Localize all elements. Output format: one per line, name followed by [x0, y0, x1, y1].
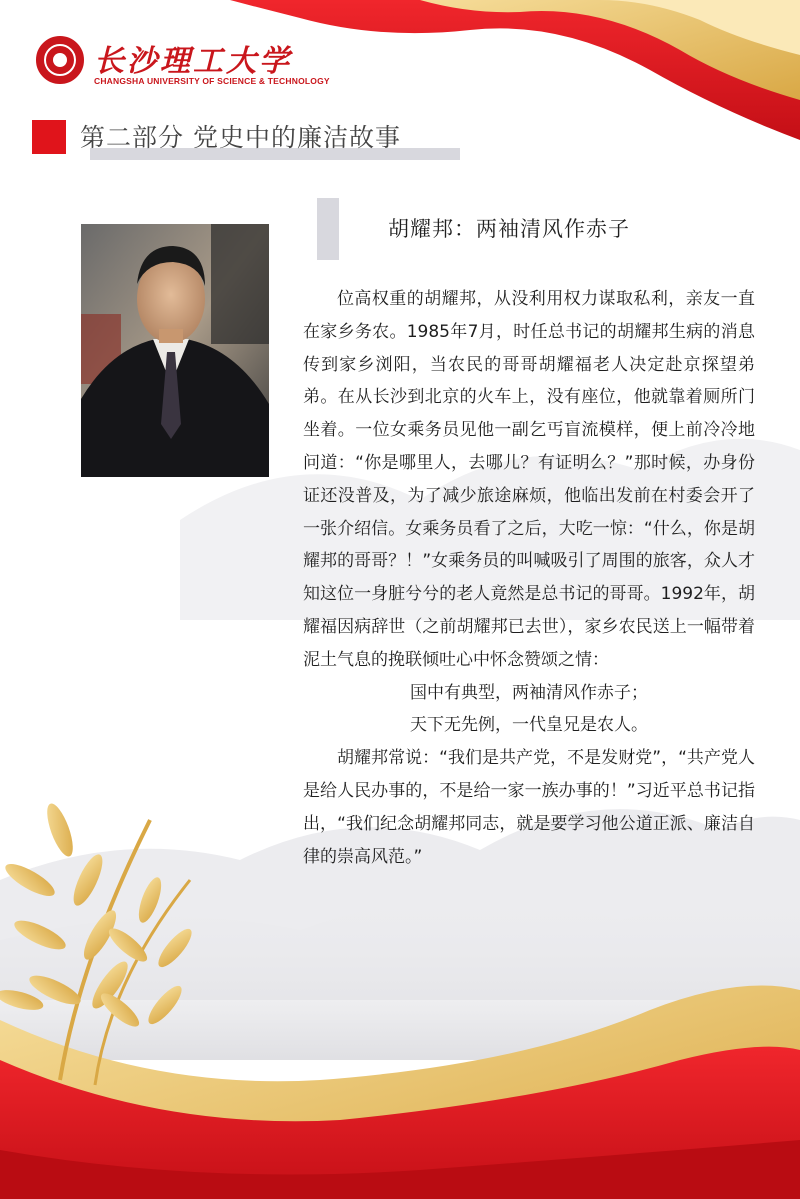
university-seal-icon [36, 36, 84, 84]
portrait-photo [81, 224, 269, 477]
logo-english-name: CHANGSHA UNIVERSITY OF SCIENCE & TECHNOLOGY [94, 76, 330, 86]
section-title: 第二部分 党史中的廉洁故事 [80, 123, 401, 152]
couplet-line-2: 天下无先例，一代皇兄是农人。 [410, 715, 648, 736]
section-header-marker [32, 120, 66, 154]
university-logo [36, 36, 330, 92]
article-closing-paragraph: 胡耀邦常说：“我们是共产党，不是发财党”，“共产党人是给人民办事的，不是给一家一族办事的！”习近平总书记指出，“我们纪念胡耀邦同志，就是要学习他公道正派、廉洁自律的崇高风范。” [303, 748, 755, 867]
article-paragraph: 位高权重的胡耀邦，从没利用权力谋取私利，亲友一直在家乡务农。1985年7月，时任总书记的胡耀邦生病的消息传到家乡浏阳，当农民的哥哥胡耀福老人决定赴京探望弟弟。在从长沙到北京的火车上，没有座位，他就靠着厕所门坐着。一位女乘务员见他一副乞丐盲流模样，便上前冷冷地问道：“你是哪里人，去哪儿？有证明么？”那时候，办身份证还没普及，为了减少旅途麻烦，他临出发前在村委会开了一张介绍信。女乘务员看了之后，大吃一惊：“什么，你是胡耀邦的哥哥？！”女乘务员的叫喊吸引了周围的旅客，众人才知这位一身脏兮兮的老人竟然是总书记的哥哥。1992年，胡耀福因病辞世（之前胡耀邦已去世），家乡农民送上一幅带着泥土气息的挽联倾吐心中怀念赞颂之情： [303, 289, 755, 670]
section-header [32, 118, 432, 164]
article-body [303, 283, 755, 873]
logo-chinese-name: 长沙理工大学 [94, 44, 292, 79]
article-title: 胡耀邦：两袖清风作赤子 [388, 217, 630, 241]
article-title-marker [317, 198, 339, 260]
couplet-line-1: 国中有典型，两袖清风作赤子； [410, 682, 648, 703]
